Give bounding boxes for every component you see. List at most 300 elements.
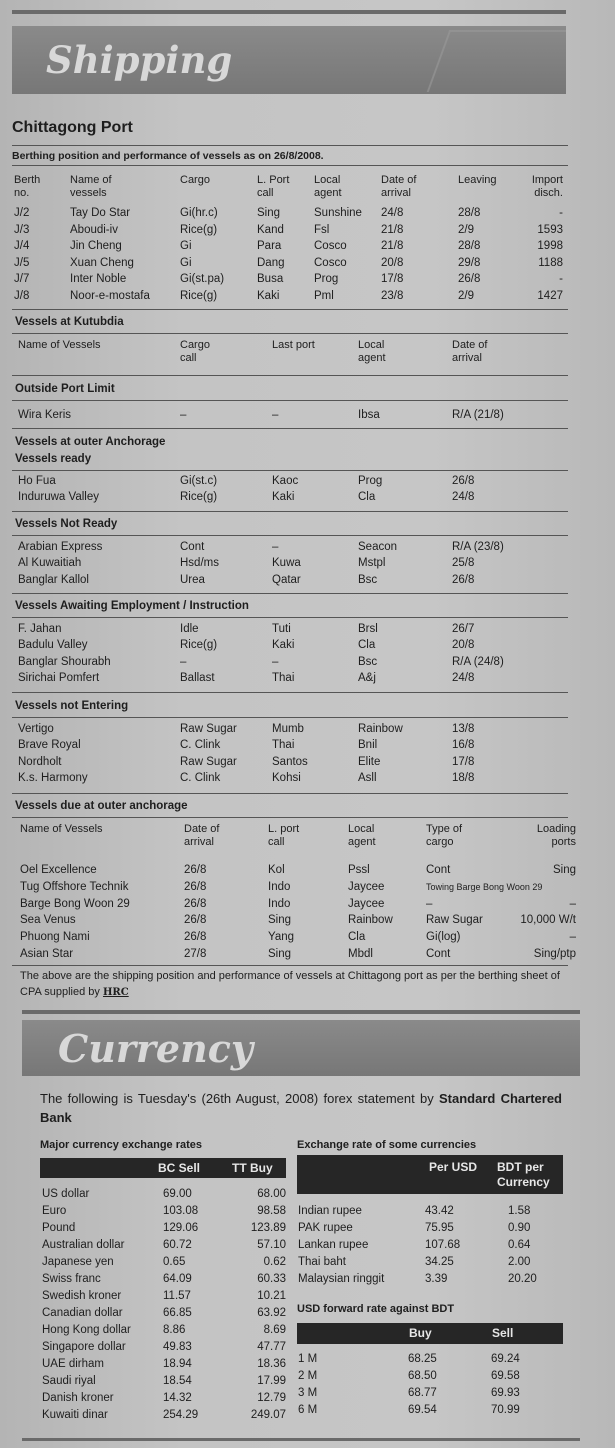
some-rate-cell: Indian rupee [298,1205,362,1217]
some-rate-cell: 1.58 [508,1205,531,1217]
divider [12,333,568,334]
major-rate-cell: 14.32 [163,1392,192,1404]
some-rate-cell: Thai baht [298,1256,346,1268]
forward-header-bar [297,1323,563,1344]
due-cell: Sing [268,948,292,960]
due-cell: 27/8 [184,948,207,960]
awaiting-cell: 24/8 [452,672,475,685]
berthing-cell: J/8 [14,290,30,302]
major-rate-cell: Kuwaiti dinar [42,1409,108,1421]
due-cell: Sing [268,914,292,927]
awaiting-cell: Brsl [358,623,378,635]
not-ready-cell: Mstpl [358,557,386,570]
berthing-cell: Tay Do Star [70,207,131,219]
berthing-header-label: vessels [70,187,107,199]
berthing-header-label: Cargo [180,174,210,186]
berthing-cell: Para [257,240,282,253]
not-entering-cell: Bnil [358,739,378,752]
kutubdia-header-label: Cargo [180,339,210,351]
berthing-cell: 1593 [537,223,563,236]
not-entering-cell: Nordholt [18,755,62,768]
sell-header: Sell [492,1326,514,1340]
kutubdia-header-label: arrival [452,352,482,364]
major-header-bar [40,1158,286,1178]
due-cell: – [569,931,576,944]
major-rate-cell: Canadian dollar [42,1307,123,1319]
kutubdia-title: Vessels at Kutubdia [15,316,124,328]
ready-title: Vessels ready [15,453,92,465]
major-rate-cell: 254.29 [163,1409,199,1421]
major-rate-cell: UAE dirham [42,1358,104,1370]
footnote-source: HRC [102,987,129,998]
major-rate-cell: 18.36 [257,1358,286,1370]
kutubdia-header-label: Last port [272,339,315,351]
berthing-cell: Gi(hr.c) [180,207,218,219]
major-rate-cell: 10.21 [257,1290,286,1302]
not-entering-cell: C. Clink [180,772,221,785]
berthing-cell: 29/8 [458,256,481,269]
awaiting-cell: Tuti [272,623,291,635]
due-cell: 26/8 [184,897,207,910]
opl-cell: R/A (21/8) [452,409,504,421]
due-header-label: arrival [184,836,214,848]
due-cell: Kol [268,864,285,876]
divider [12,400,568,401]
due-cell: 26/8 [184,880,207,893]
awaiting-cell: A&j [358,672,376,685]
major-rate-cell: 17.99 [257,1375,286,1387]
berthing-cell: Rice(g) [180,223,218,236]
not-entering-cell: Elite [358,755,381,768]
forward-rate-cell: 69.93 [491,1387,520,1399]
due-cell: Sing/ptp [533,948,576,960]
berthing-header-label: Berth [14,174,41,186]
due-cell: Cont [426,948,451,960]
awaiting-cell: Idle [180,623,199,635]
due-cell: Yang [268,931,295,944]
major-rate-cell: 11.57 [163,1290,191,1302]
major-rate-cell: Swiss franc [42,1273,101,1285]
not-entering-title: Vessels not Entering [15,700,129,712]
berthing-cell: Prog [314,273,339,286]
not-ready-cell: Cont [180,541,205,553]
berthing-cell: Busa [257,273,284,286]
kutubdia-header-label: Date of [452,339,488,351]
berthing-cell: Aboudi-iv [70,223,118,236]
outer-title: Vessels at outer Anchorage [15,436,166,448]
some-rate-cell: 0.64 [508,1239,531,1251]
not-ready-cell: Al Kuwaitiah [18,557,82,570]
berthing-cell: 21/8 [381,240,404,253]
per-usd-header: Per USD [429,1160,478,1174]
berthing-header-label: Name of [70,174,112,186]
not-ready-cell: R/A (23/8) [452,541,504,553]
due-cell: 26/8 [184,864,207,876]
forward-rate-cell: 70.99 [491,1404,520,1416]
port-title: Chittagong Port [12,119,133,136]
forward-rate-cell: 2 M [298,1370,318,1382]
berthing-header-label: arrival [381,187,411,199]
berthing-cell: Sunshine [314,207,362,219]
some-rate-cell: 43.42 [425,1205,454,1217]
not-ready-cell: 25/8 [452,557,475,570]
major-rate-cell: 63.92 [257,1307,286,1319]
major-rate-cell: Saudi riyal [42,1375,96,1387]
kutubdia-header-label: agent [358,352,386,364]
berthing-cell: Fsl [314,223,330,236]
some-rate-cell: 2.00 [508,1256,531,1268]
berthing-cell: Jin Cheng [70,240,122,253]
major-rate-cell: 123.89 [250,1222,286,1234]
due-cell: Sing [552,864,576,876]
due-cell: 26/8 [184,914,207,927]
due-cell: Cla [348,931,366,944]
berthing-cell: Cosco [314,256,347,269]
not-ready-cell: Hsd/ms [180,557,219,570]
not-entering-cell: 17/8 [452,755,475,768]
currency-banner [22,1020,580,1076]
bc-sell-header: BC Sell [158,1161,201,1175]
divider [12,145,568,146]
berthing-header-label: no. [14,187,30,199]
awaiting-cell: Bsc [358,655,378,668]
due-header-label: Type of [426,823,463,835]
awaiting-cell: Ballast [180,672,215,685]
not-ready-cell: Urea [180,573,205,586]
ready-cell: Cla [358,491,376,504]
shipping-footnote [20,968,580,1001]
due-header-label: ports [551,836,576,848]
due-cell: Gi(log) [426,931,461,944]
major-rate-cell: 129.06 [163,1222,199,1234]
major-rate-cell: 66.85 [163,1307,192,1319]
due-cell: Sea Venus [20,914,76,927]
awaiting-cell: Kaki [272,639,295,652]
kutubdia-header-label: call [180,352,197,364]
due-cell: Phuong Nami [20,931,90,944]
major-rate-cell: 0.62 [263,1256,286,1268]
divider [12,309,568,310]
some-rate-cell: 20.20 [508,1273,537,1285]
buy-header: Buy [409,1326,432,1340]
opl-title: Outside Port Limit [15,383,115,395]
currency-intro [40,1089,562,1127]
due-cell: Oel Excellence [20,864,97,876]
major-rate-cell: Swedish kroner [42,1290,122,1302]
berthing-cell: - [559,273,563,286]
berthing-header-label: Leaving [458,174,497,186]
ready-cell: Gi(st.c) [180,475,218,487]
due-cell: Cont [426,864,451,876]
berthing-cell: 1188 [538,256,563,269]
some-rate-cell: Malaysian ringgit [298,1273,385,1285]
due-cell: 26/8 [184,931,207,944]
tt-buy-header: TT Buy [232,1161,273,1175]
not-entering-cell: Raw Sugar [180,755,237,768]
forward-rate-cell: 68.25 [408,1353,437,1365]
some-rate-cell: PAK rupee [298,1222,353,1234]
due-header-label: cargo [426,836,454,848]
not-ready-title: Vessels Not Ready [15,518,118,530]
due-cell: Towing Barge Bong Woon 29 [426,881,543,892]
berthing-title: Berthing position and performance of vessels as on 26/8/2008. [12,150,324,162]
some-title: Exchange rate of some currencies [297,1139,477,1151]
berthing-cell: J/7 [14,273,30,286]
due-cell: Barge Bong Woon 29 [20,897,130,910]
awaiting-cell: Cla [358,639,376,652]
bdt-per-currency-header: BDT per Currency [497,1160,550,1189]
forward-rate-cell: 68.77 [408,1387,437,1399]
major-rate-cell: 57.10 [257,1239,286,1251]
berthing-cell: Dang [257,256,285,269]
berthing-cell: Xuan Cheng [70,256,134,269]
currency-banner-title: Currency [58,1026,253,1071]
forward-rate-cell: 6 M [298,1404,318,1416]
due-cell: Rainbow [348,914,393,927]
forward-rate-cell: 69.58 [491,1370,520,1382]
berthing-cell: 2/9 [458,223,474,236]
major-rate-cell: 249.07 [250,1409,286,1421]
divider [12,428,568,429]
some-rate-cell: 3.39 [425,1273,448,1285]
berthing-cell: J/4 [14,240,30,253]
due-cell: – [569,897,576,910]
intro-text: The following is Tuesday's (26th August, 2008) forex statement by [40,1091,439,1106]
due-cell: Indo [268,897,291,910]
major-rate-cell: Pound [42,1222,76,1234]
not-ready-cell: Qatar [272,573,301,586]
due-header-label: call [268,836,285,848]
not-entering-cell: 13/8 [452,723,475,735]
opl-cell: – [272,409,279,421]
awaiting-cell: 26/7 [452,623,475,635]
shipping-banner-title: Shipping [46,38,233,82]
due-header-label: Date of [184,823,220,835]
awaiting-cell: Badulu Valley [18,639,88,652]
not-ready-cell: Bsc [358,573,378,586]
ready-cell: Ho Fua [18,475,56,487]
forward-rate-cell: 69.54 [408,1404,437,1416]
major-rate-cell: Singapore dollar [42,1341,126,1353]
berthing-cell: 23/8 [381,290,404,302]
major-rate-cell: 68.00 [257,1188,286,1200]
not-entering-cell: Asll [358,772,377,785]
top-rule [12,10,566,14]
ready-cell: Kaki [272,491,295,504]
ready-cell: 26/8 [452,475,475,487]
kutubdia-header-label: Local [358,339,385,351]
berthing-cell: Rice(g) [180,290,218,302]
divider [12,375,568,376]
due-cell: Jaycee [348,880,385,893]
major-rate-cell: Euro [42,1205,67,1217]
berthing-header-label: disch. [534,187,563,199]
ship-illustration [427,30,566,92]
due-header-label: Loading [536,823,576,835]
ready-cell: 24/8 [452,491,475,504]
berthing-cell: Noor-e-mostafa [70,290,150,302]
due-cell: – [426,897,433,910]
divider [12,692,568,693]
ready-cell: Rice(g) [180,491,218,504]
berthing-cell: 26/8 [458,273,481,286]
due-cell: Tug Offshore Technik [20,880,129,893]
not-entering-cell: Brave Royal [18,739,81,752]
berthing-cell: Pml [314,290,334,302]
major-rate-cell: 98.58 [257,1205,286,1217]
divider [12,535,568,536]
major-rate-cell: 69.00 [163,1188,192,1200]
berthing-cell: Gi [180,240,192,253]
ready-cell: Induruwa Valley [18,491,99,504]
not-ready-cell: Banglar Kallol [18,573,89,586]
awaiting-cell: F. Jahan [18,623,62,635]
berthing-cell: Sing [257,207,281,219]
forward-rate-cell: 3 M [298,1387,318,1399]
currency-top-rule [22,1010,580,1014]
due-cell: Jaycee [348,897,385,910]
forward-rate-cell: 68.50 [408,1370,437,1382]
not-entering-cell: Mumb [272,723,304,735]
major-rate-cell: Danish kroner [42,1392,114,1404]
awaiting-cell: – [180,655,187,668]
not-entering-cell: 18/8 [452,772,475,785]
berthing-cell: Cosco [314,240,347,253]
major-rate-cell: 60.33 [257,1273,286,1285]
major-rate-cell: 0.65 [163,1256,186,1268]
some-rate-cell: Lankan rupee [298,1239,369,1251]
berthing-cell: Kaki [257,290,280,302]
major-rate-cell: US dollar [42,1188,90,1200]
berthing-cell: 1427 [537,290,563,302]
some-rate-cell: 75.95 [425,1222,454,1234]
ready-cell: Kaoc [272,475,299,487]
not-entering-cell: Santos [272,755,308,768]
opl-cell: Ibsa [358,409,380,421]
berthing-cell: - [559,207,563,219]
berthing-cell: 1998 [537,240,563,253]
bottom-rule [22,1438,580,1441]
awaiting-title: Vessels Awaiting Employment / Instruction [15,600,249,612]
divider [12,617,568,618]
berthing-cell: J/5 [14,256,30,269]
divider [12,165,568,166]
not-entering-cell: Kohsi [272,772,301,785]
berthing-cell: 28/8 [458,240,481,253]
footnote-text: The above are the shipping position and performance of vessels at Chittagong port as per the berthing sheet of CPA supplied by [20,970,560,998]
due-cell: Asian Star [20,948,74,960]
major-rate-cell: 47.77 [257,1341,286,1353]
berthing-header-label: Local [314,174,341,186]
berthing-header-label: L. Port [257,174,290,186]
opl-cell: – [180,409,187,421]
forward-title: USD forward rate against BDT [297,1303,455,1315]
awaiting-cell: R/A (24/8) [452,655,504,668]
awaiting-cell: Thai [272,672,295,685]
divider [12,965,568,966]
berthing-cell: J/2 [14,207,30,219]
awaiting-cell: Sirichai Pomfert [18,672,100,685]
berthing-header-label: call [257,187,274,199]
berthing-cell: 17/8 [381,273,404,286]
forward-rate-cell: 1 M [298,1353,318,1365]
berthing-cell: Kand [257,223,284,236]
not-ready-cell: – [272,541,279,553]
major-rate-cell: 8.86 [163,1324,186,1336]
not-ready-cell: Seacon [358,541,398,553]
due-header-label: L. port [268,823,300,835]
berthing-cell: Gi(st.pa) [180,273,225,286]
forward-rate-cell: 69.24 [491,1353,520,1365]
some-rate-cell: 0.90 [508,1222,531,1234]
not-ready-cell: 26/8 [452,573,475,586]
major-rate-cell: 18.94 [163,1358,192,1370]
opl-cell: Wira Keris [18,409,72,421]
divider [12,717,568,718]
some-rate-cell: 107.68 [425,1239,461,1251]
awaiting-cell: Rice(g) [180,639,218,652]
ready-cell: Prog [358,475,383,487]
major-rate-cell: 60.72 [163,1239,192,1251]
due-cell: Indo [268,880,291,893]
berthing-cell: Inter Noble [70,273,127,286]
not-entering-cell: Thai [272,739,295,752]
major-rate-cell: 103.08 [163,1205,199,1217]
berthing-cell: 21/8 [381,223,404,236]
major-rate-cell: 18.54 [163,1375,192,1387]
due-header-label: Name of Vessels [20,823,103,835]
due-cell: Raw Sugar [426,914,483,927]
shipping-banner [12,26,566,94]
awaiting-cell: 20/8 [452,639,475,652]
major-title: Major currency exchange rates [40,1139,203,1151]
not-entering-cell: K.s. Harmony [18,772,88,785]
divider [12,511,568,512]
intro-bank: Standard Chartered Bank [40,1091,562,1125]
berthing-cell: 24/8 [381,207,404,219]
major-rate-cell: Hong Kong dollar [42,1324,131,1336]
berthing-header-label: Import [531,174,563,186]
awaiting-cell: Banglar Shourabh [18,655,111,668]
not-ready-cell: Kuwa [272,557,301,570]
divider [12,817,568,818]
major-rate-cell: 64.09 [163,1273,192,1285]
berthing-cell: 2/9 [458,290,474,302]
divider [12,593,568,594]
berthing-cell: J/3 [14,223,30,236]
not-entering-cell: C. Clink [180,739,221,752]
major-rate-cell: 12.79 [257,1392,286,1404]
berthing-cell: 28/8 [458,207,481,219]
due-cell: Pssl [348,864,370,876]
not-entering-cell: 16/8 [452,739,475,752]
not-entering-cell: Rainbow [358,723,403,735]
major-rate-cell: 8.69 [263,1324,286,1336]
due-header-label: Local [348,823,375,835]
not-entering-cell: Raw Sugar [180,723,237,735]
due-cell: 10,000 W/t [520,914,576,927]
berthing-header-label: Date of [381,174,417,186]
due-header-label: agent [348,836,376,848]
not-entering-cell: Vertigo [18,723,54,735]
divider [12,470,568,471]
divider [12,793,568,794]
kutubdia-header-label: Name of Vessels [18,339,101,351]
due-title: Vessels due at outer anchorage [15,800,188,812]
not-ready-cell: Arabian Express [18,541,103,553]
berthing-cell: 20/8 [381,256,404,269]
some-header-bar [297,1155,563,1194]
